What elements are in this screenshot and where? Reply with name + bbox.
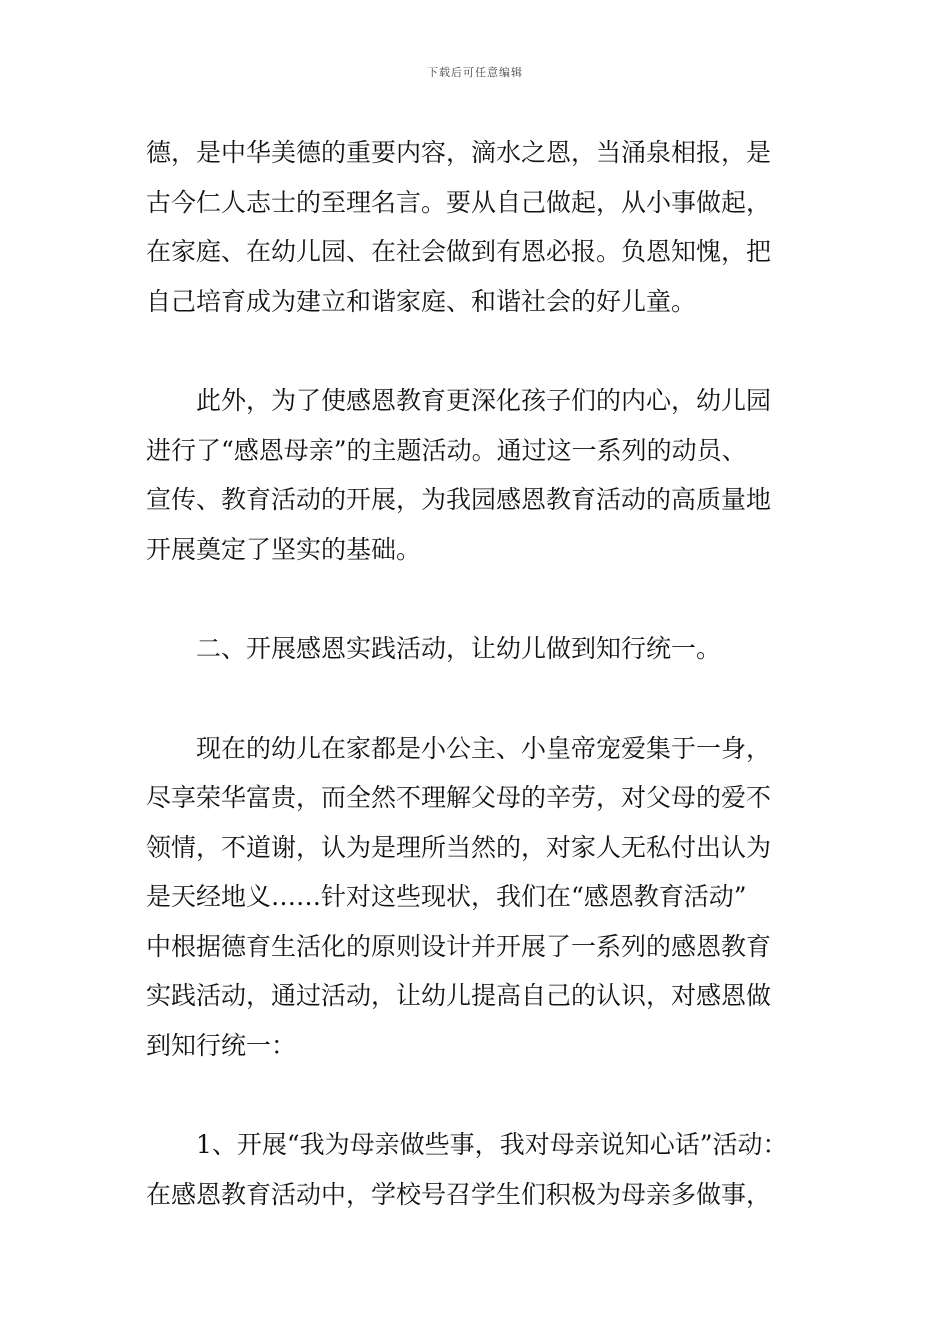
paragraph-gap: [146, 574, 822, 624]
paragraph-4: [146, 1120, 822, 1219]
paragraph-1: [146, 128, 822, 326]
text-line: 是天经地义……针对这些现状，我们在“感恩教育活动”: [146, 882, 747, 911]
text-line: 在家庭、在幼儿园、在社会做到有恩必报。负恩知愧，把: [146, 237, 772, 266]
paragraph-gap: [146, 326, 822, 376]
text-line: 宣传、教育活动的开展，为我园感恩教育活动的高质量地: [146, 485, 772, 514]
paragraph-gap: [146, 674, 822, 724]
document-body: [146, 128, 822, 1219]
text-line: 古今仁人志士的至理名言。要从自己做起，从小事做起，: [146, 187, 772, 217]
text-line: 二、开展感恩实践活动，让幼儿做到知行统一。: [196, 634, 722, 663]
text-line: 实践活动，通过活动，让幼儿提高自己的认识，对感恩做: [146, 981, 772, 1010]
page-header-note: 下载后可任意编辑: [427, 66, 523, 79]
paragraph-3: [146, 724, 822, 1071]
text-line: 德，是中华美德的重要内容，滴水之恩，当涌泉相报，是: [146, 138, 772, 167]
text-line: 此外，为了使感恩教育更深化孩子们的内心，幼儿园: [196, 386, 772, 415]
text-line: 在感恩教育活动中，学校号召学生们积极为母亲多做事，: [146, 1179, 772, 1209]
text-line: 现在的幼儿在家都是小公主、小皇帝宠爱集于一身，: [196, 733, 772, 763]
text-line: 领情，不道谢，认为是理所当然的，对家人无私付出认为: [146, 832, 772, 862]
text-line: 自己培育成为建立和谐家庭、和谐社会的好儿童。: [146, 286, 697, 316]
text-line: 开展奠定了坚实的基础。: [146, 534, 422, 564]
text-line: 到知行统一：: [146, 1030, 297, 1060]
text-line: 1、开展“我为母亲做些事，我对母亲说知心话”活动：: [196, 1130, 788, 1159]
text-line: 中根据德育生活化的原则设计并开展了一系列的感恩教育: [146, 931, 772, 961]
paragraph-2: [146, 376, 822, 574]
section-heading: [146, 624, 822, 674]
paragraph-gap: [146, 1070, 822, 1120]
text-line: 进行了“感恩母亲”的主题活动。通过这一系列的动员、: [146, 435, 747, 465]
text-line: 尽享荣华富贵，而全然不理解父母的辛劳，对父母的爱不: [146, 783, 772, 812]
